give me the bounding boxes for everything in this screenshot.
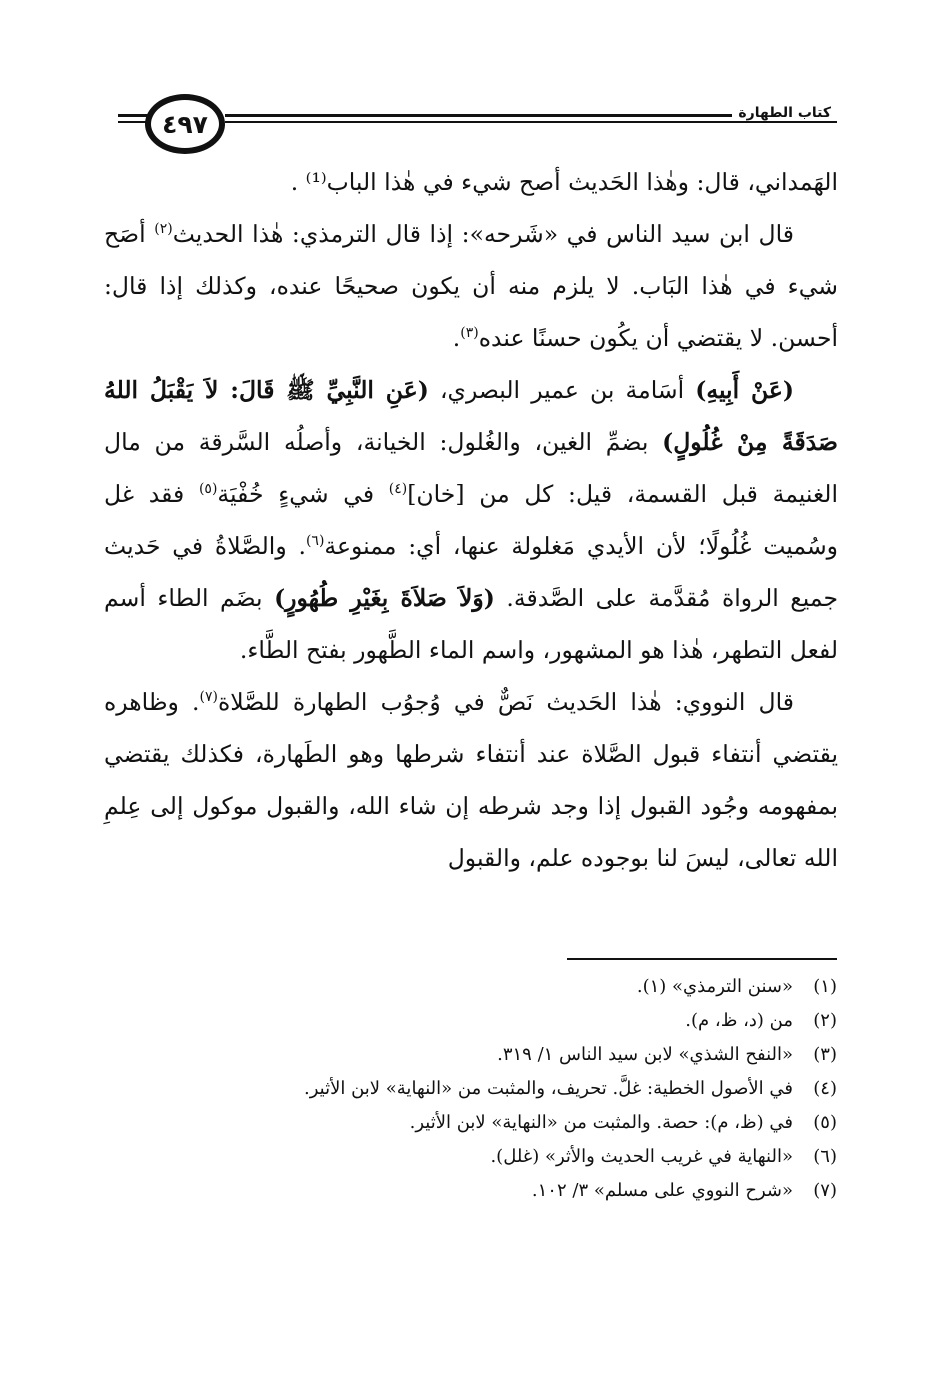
footnote-text: «سنن الترمذي» (١). (636, 976, 793, 997)
header-rule-right-thin (225, 121, 837, 123)
page-header (0, 84, 941, 164)
footnotes (103, 970, 837, 1208)
footnote-text: من (د، ظ، م). (685, 1010, 793, 1031)
paragraph-3-text-2: بضمِّ الغين، والغُلول: الخيانة، وأصلُه السَّرقة من مال الغنيمة قبل القسمة، قيل: كل من [خان] (104, 428, 838, 508)
paragraph-3 (104, 364, 838, 676)
hadith-quote-1: (عَنْ أَبِيهِ) (695, 376, 794, 404)
footnote-text: في (ظ، م): حصة. والمثبت من «النهاية» لابن الأثير. (409, 1112, 793, 1133)
paragraph-2-text-b: أصَح شيء في هٰذا البَاب. لا يلزم منه أن يكون صحيحًا عنده، وكذلك إذا قال: أحسن. لا يقتضي أن يكُون حسنًا عنده (104, 220, 838, 352)
header-rule-left (118, 114, 148, 117)
paragraph-1-text: الهَمداني، قال: وهٰذا الحَديث أصح شيء في هٰذا الباب⁽¹⁾ . (290, 168, 838, 196)
hadith-quote-2: (عَنِ النَّبِيِّ ﷺ قَالَ: لاَ يَقْبَلُ اللهُ صَدَقَةً مِنْ غُلُولٍ) (104, 376, 838, 456)
footnote-number: (٤) (813, 1078, 837, 1099)
paragraph-4 (104, 676, 838, 884)
hadith-quote-3: (وَلاَ صَلاَةَ بِغَيْرِ طُهُورٍ) (274, 584, 495, 612)
footnote-number: (٧) (813, 1180, 837, 1201)
footnote-ref-5[interactable]: (٥) (198, 481, 218, 498)
footnote-number: (٣) (813, 1044, 837, 1065)
footnote-item (103, 1106, 837, 1140)
footnote-item (103, 970, 837, 1004)
footnote-ref-7[interactable]: (٧) (199, 689, 218, 706)
footnote-ref-4[interactable]: (٤) (388, 481, 408, 498)
footnote-item (103, 1038, 837, 1072)
paragraph-3-text-3: في شيءٍ خُفْيَة (217, 480, 389, 508)
footnote-separator (567, 958, 837, 960)
footnote-item (103, 1140, 837, 1174)
paragraph-3-text-4: فقد غل وسُميت غُلُولًا؛ لأن الأيدي مَغلولة عنها، أي: ممنوعة (104, 480, 838, 560)
footnote-item (103, 1004, 837, 1038)
paragraph-3-text-1: أسَامة بن عمير البصري، (428, 376, 696, 404)
paragraph-2: قال ابن سيد الناس في «شَرحه»: إذا قال الترمذي: هٰذا الحديث$^{(٢)}$ أصَح شيء في هٰذا البَاب. لا يلزم منه أن يكون صحيحًا عنده، وكذلك إذا قال: أحسن. لا يقتضي أن يكُون حسنًا عنده$^{(٣)}$. (104, 220, 838, 352)
footnote-item (103, 1072, 837, 1106)
footnote-text: «النفح الشذي» لابن سيد الناس ١/ ٣١٩. (497, 1044, 793, 1065)
footnote-ref-6[interactable]: (٦) (305, 533, 325, 550)
footnote-item (103, 1174, 837, 1208)
paragraph-3-text-6: بضَم الطاء أسم لفعل التطهر، هٰذا هو المشهور، واسم الماء الطَّهور بفتح الطَّاء. (104, 584, 838, 664)
paragraph-2-text-a: قال ابن سيد الناس في «شَرحه»: إذا قال الترمذي: هٰذا الحديث (172, 220, 794, 248)
page-number-badge (145, 94, 225, 154)
footnote-text: «شرح النووي على مسلم» ٣/ ١٠٢. (531, 1180, 793, 1201)
paragraph-4-text-b: . وظاهره يقتضي أنتفاء قبول الصَّلاة عند أنتفاء شرطها وهو الطَهارة، فكذلك يقتضي بمفهومه وجُود القبول إذا وجد شرطه إن شاء الله، والقبول موكول إلى عِلمِ الله تعالى، ليسَ لنا بوجوده علم، والقبول (104, 688, 838, 872)
main-text (104, 156, 838, 884)
footnote-number: (٥) (813, 1112, 837, 1133)
paragraph-4-text-a: قال النووي: هٰذا الحَديث نَصٌّ في وُجوُب الطهارة للصَّلاة (218, 688, 795, 716)
footnote-ref-3[interactable]: (٣) (460, 325, 479, 342)
footnote-number: (٦) (813, 1146, 837, 1167)
footnote-number: (١) (813, 976, 837, 997)
footnote-ref-2[interactable]: (٢) (154, 221, 173, 238)
header-rule-left-thin (118, 121, 148, 123)
book-title: كتاب الطهارة (732, 105, 837, 121)
paragraph-3-text-5: . والصَّلاةُ في حَديث جميع الرواة مُقدَّمة على الصَّدقة. (104, 532, 838, 612)
footnote-text: «النهاية في غريب الحديث والأثر» (غلل). (490, 1146, 793, 1167)
page-number: ٤٩٧ (162, 109, 208, 139)
paragraph-1 (104, 156, 838, 208)
footnote-text: في الأصول الخطية: غلَّ. تحريف، والمثبت من «النهاية» لابن الأثير. (303, 1078, 793, 1099)
footnote-number: (٢) (813, 1010, 837, 1031)
